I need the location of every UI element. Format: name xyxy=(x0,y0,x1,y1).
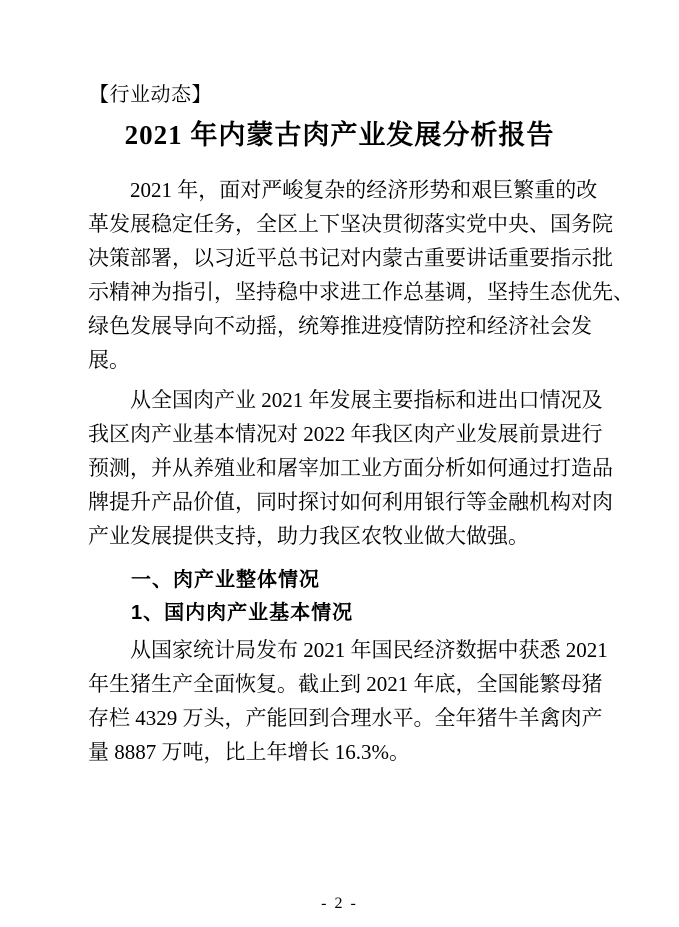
report-title: 2021 年内蒙古肉产业发展分析报告 xyxy=(124,120,555,150)
paragraph-line: 从国家统计局发布 2021 年国民经济数据中获悉 2021 xyxy=(130,638,608,662)
paragraph-line: 革发展稳定任务，全区上下坚决贯彻落实党中央、国务院 xyxy=(88,212,613,236)
paragraph-line: 存栏 4329 万头，产能回到合理水平。全年猪牛羊禽肉产 xyxy=(88,706,603,730)
paragraph-line: 产业发展提供支持，助力我区农牧业做大做强。 xyxy=(88,524,529,548)
paragraph-line: 示精神为指引，坚持稳中求进工作总基调，坚持生态优先、 xyxy=(88,280,634,304)
section-tag: 【行业动态】 xyxy=(89,84,212,106)
section-heading-2: 1、国内肉产业基本情况 xyxy=(131,602,354,624)
section-heading-1: 一、肉产业整体情况 xyxy=(131,569,320,591)
paragraph-line: 决策部署，以习近平总书记对内蒙古重要讲话重要指示批 xyxy=(88,246,613,270)
paragraph-line: 2021 年，面对严峻复杂的经济形势和艰巨繁重的改 xyxy=(130,178,598,202)
paragraph-line: 预测，并从养殖业和屠宰加工业方面分析如何通过打造品 xyxy=(88,456,613,480)
paragraph-1 xyxy=(88,173,634,377)
paragraph-line: 量 8887 万吨，比上年增长 16.3%。 xyxy=(88,740,410,764)
paragraph-line: 年生猪生产全面恢复。截止到 2021 年底，全国能繁母猪 xyxy=(88,672,603,696)
paragraph-2 xyxy=(88,383,613,553)
paragraph-line: 我区肉产业基本情况对 2022 年我区肉产业发展前景进行 xyxy=(88,422,603,446)
paragraph-3 xyxy=(88,633,608,769)
paragraph-line: 牌提升产品价值，同时探讨如何利用银行等金融机构对肉 xyxy=(88,490,613,514)
page-number: - 2 - xyxy=(321,895,358,912)
paragraph-line: 绿色发展导向不动摇，统筹推进疫情防控和经济社会发 xyxy=(88,314,592,338)
paragraph-line: 展。 xyxy=(88,348,130,372)
paragraph-line: 从全国肉产业 2021 年发展主要指标和进出口情况及 xyxy=(130,388,603,412)
